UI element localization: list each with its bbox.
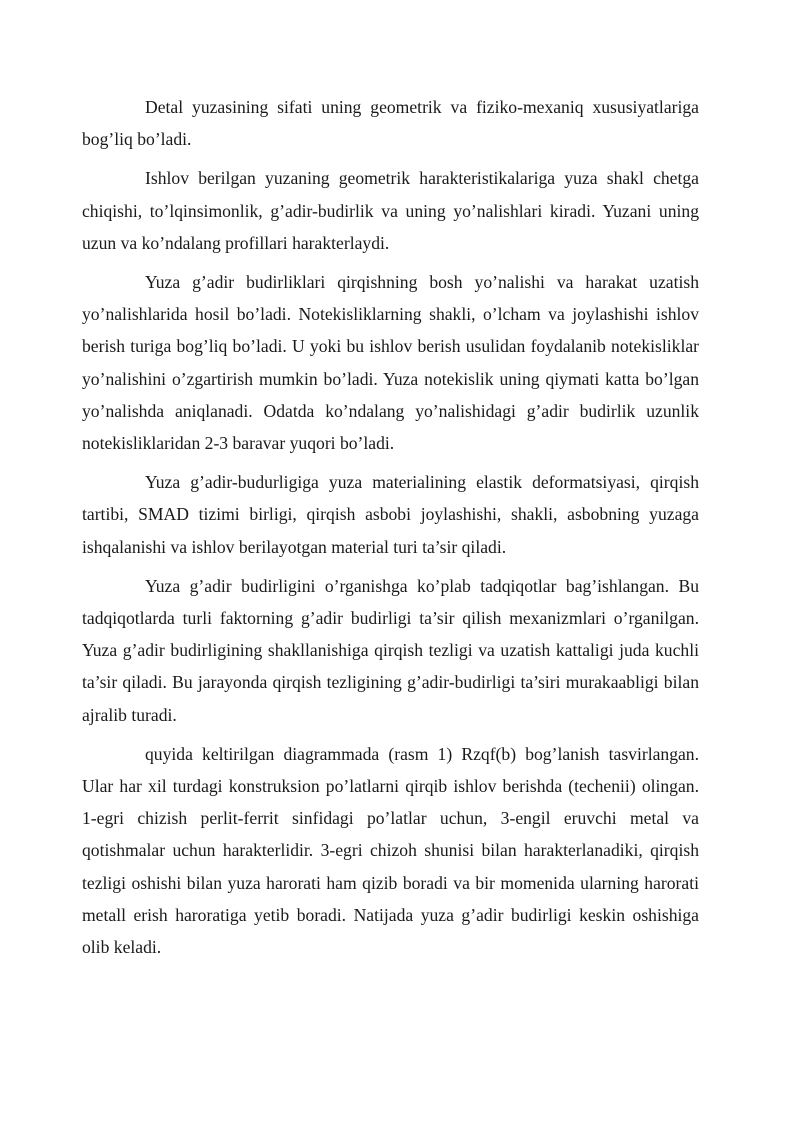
paragraph-roughness-factors: Yuza g’adir-budurligiga yuza materialining elastik deformatsiyasi, qirqish tartibi, SMAD tizimi birligi, qirqish asbobi joylashishi, shakli, asbobning yuzaga ishqalanishi va ishlov berilayotgan material turi ta’sir qiladi. — [82, 472, 699, 557]
paragraph-geometric-characteristics: Ishlov berilgan yuzaning geometrik harakteristikalariga yuza shakl chetga chiqishi, to’lqinsimonlik, g’adir-budirlik va uning yo’nalishlari kiradi. Yuzani uning uzun va ko’ndalang profillari harakterlaydi. — [82, 168, 699, 253]
document-body — [82, 91, 699, 970]
paragraph-diagram-description: quyida keltirilgan diagrammada (rasm 1) Rzqf(b) bog’lanish tasvirlangan. Ular har xil turdagi konstruksion po’latlarni qirqib ishlov berishda (techenii) olingan. 1-egri chizish perlit-ferrit sinfidagi po’latlar uchun, 3-engil eruvchi metal va qotishmalar uchun harakterlidir. 3-egri chizoh shunisi bilan harakterlanadiki, qirqish tezligi oshishi bilan yuza harorati ham qizib boradi va bir momenida ularning harorati metall erish haroratiga yetib boradi. Natijada yuza g’adir budirligi keskin oshishiga olib keladi. — [82, 743, 699, 958]
paragraph-surface-quality: Detal yuzasining sifati uning geometrik va fiziko-mexaniq xususiyatlariga bog’liq bo’ladi. — [82, 97, 699, 150]
paragraph-roughness-directions: Yuza g’adir budirliklari qirqishning bosh yo’nalishi va harakat uzatish yo’nalishlarida hosil bo’ladi. Notekisliklarning shakli, o’lcham va joylashishi ishlov berish turiga bog’liq bo’ladi. U yoki bu ishlov berish usulidan foydalanib notekisliklar yo’nalishini o’zgartirish mumkin bo’ladi. Yuza notekislik uning qiymati katta bo’lgan yo’nalishda aniqlanadi. Odatda ko’ndalang yo’nalishidagi g’adir budirlik uzunlik notekisliklaridan 2-3 baravar yuqori bo’ladi. — [82, 272, 699, 454]
paragraph-research-overview: Yuza g’adir budirligini o’rganishga ko’plab tadqiqotlar bag’ishlangan. Bu tadqiqotlarda turli faktorning g’adir budirligi ta’sir qilish mexanizmlari o’rganilgan. Yuza g’adir budirligining shakllanishiga qirqish tezligi va uzatish kattaligi juda kuchli ta’sir qiladi. Bu jarayonda qirqish tezligining g’adir-budirligi ta’siri murakaabligi bilan ajralib turadi. — [82, 575, 699, 725]
